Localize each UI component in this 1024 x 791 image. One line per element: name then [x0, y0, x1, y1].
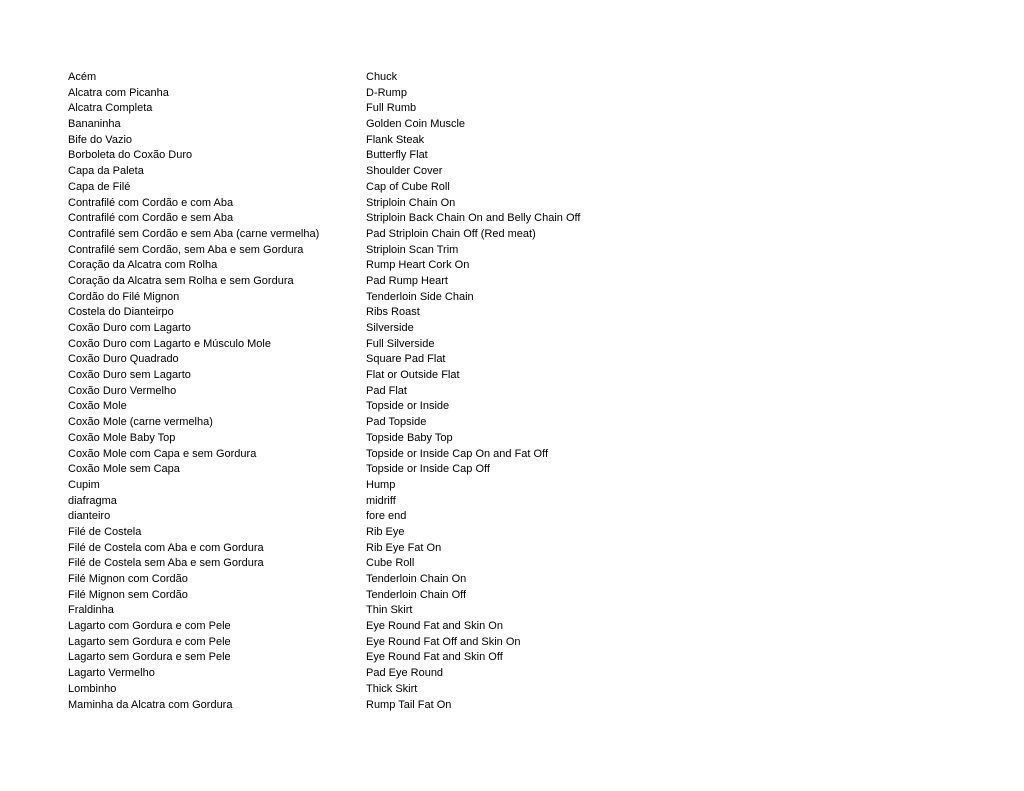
english-term: Chuck [366, 71, 398, 83]
portuguese-term: Coração da Alcatra com Rolha [68, 259, 218, 272]
portuguese-term: Contrafilé sem Cordão e sem Aba (carne vermelha) [68, 227, 320, 240]
english-term: Topside or Inside Cap Off [366, 463, 490, 476]
table-row [68, 525, 628, 541]
english-term: Full Silverside [366, 337, 435, 350]
portuguese-term: Coxão Duro sem Lagarto [68, 369, 191, 382]
table-row [68, 462, 628, 478]
english-term: Shoulder Cover [366, 165, 443, 178]
portuguese-term: Lagarto sem Gordura e com Pele [68, 635, 231, 648]
english-term: Golden Coin Muscle [366, 118, 466, 131]
portuguese-term: Contrafilé sem Cordão, sem Aba e sem Gordura [68, 243, 304, 256]
english-term: Pad Topside [366, 416, 427, 429]
table-row [68, 227, 628, 243]
portuguese-term: Coxão Mole (carne vermelha) [68, 416, 213, 429]
english-term: Striploin Scan Trim [366, 243, 459, 256]
english-term: Topside or Inside Cap On and Fat Off [366, 447, 549, 460]
table-row [68, 133, 628, 149]
glossary-table [68, 70, 628, 713]
portuguese-term: Coração da Alcatra sem Rolha e sem Gordura [68, 274, 294, 287]
english-term: Eye Round Fat and Skin Off [366, 651, 503, 664]
portuguese-term: dianteiro [68, 510, 111, 523]
portuguese-term: Contrafilé com Cordão e com Aba [68, 196, 234, 209]
english-term: Thin Skirt [366, 604, 413, 617]
english-term: Eye Round Fat and Skin On [366, 620, 503, 633]
english-term: D-Rump [366, 86, 407, 99]
portuguese-term: Lagarto com Gordura e com Pele [68, 620, 231, 633]
portuguese-term: Capa de Filé [68, 180, 131, 193]
portuguese-term: Borboleta do Coxão Duro [68, 149, 193, 162]
portuguese-term: diafragma [68, 494, 117, 507]
table-row [68, 509, 628, 525]
english-term: Tenderloin Chain Off [366, 588, 467, 601]
english-term: Tenderloin Chain On [366, 573, 467, 585]
english-term: Pad Rump Heart [366, 274, 448, 287]
table-row [68, 384, 628, 400]
table-row [68, 148, 628, 164]
table-row [68, 352, 628, 368]
table-row [68, 70, 628, 86]
english-term: Striploin Chain On [366, 196, 456, 209]
table-row [68, 619, 628, 635]
portuguese-term: Acém [68, 71, 97, 83]
table-row [68, 541, 628, 557]
english-term: Ribs Roast [366, 306, 420, 319]
portuguese-term: Lagarto Vermelho [68, 667, 155, 680]
portuguese-term: Coxão Mole sem Capa [68, 463, 180, 476]
table-row [68, 603, 628, 619]
table-row [68, 572, 628, 588]
english-term: Pad Eye Round [366, 667, 444, 680]
english-term: Rump Heart Cork On [366, 259, 470, 272]
portuguese-term: Alcatra com Picanha [68, 86, 169, 99]
english-term: midriff [366, 494, 396, 507]
portuguese-term: Coxão Mole Baby Top [68, 431, 176, 444]
portuguese-term: Filé Mignon sem Cordão [68, 588, 188, 601]
english-term: Tenderloin Side Chain [366, 290, 474, 303]
table-row [68, 180, 628, 196]
table-row [68, 164, 628, 180]
english-term: Square Pad Flat [366, 353, 446, 366]
portuguese-term: Filé de Costela com Aba e com Gordura [68, 541, 264, 554]
portuguese-term: Coxão Duro com Lagarto [68, 322, 191, 334]
table-row [68, 666, 628, 682]
table-row [68, 698, 628, 714]
portuguese-term: Lombinho [68, 682, 117, 695]
english-term: Thick Skirt [366, 682, 418, 695]
table-row [68, 196, 628, 212]
english-term: fore end [366, 510, 407, 523]
portuguese-term: Bife do Vazio [68, 133, 133, 146]
portuguese-term: Costela do Dianteirpo [68, 306, 174, 319]
english-term: Topside Baby Top [366, 431, 453, 444]
table-row [68, 337, 628, 353]
english-term: Flank Steak [366, 133, 425, 146]
portuguese-term: Capa da Paleta [68, 165, 144, 178]
english-term: Rump Tail Fat On [366, 698, 452, 711]
portuguese-term: Coxão Duro com Lagarto e Músculo Mole [68, 337, 271, 350]
portuguese-term: Maminha da Alcatra com Gordura [68, 698, 233, 711]
table-row [68, 290, 628, 306]
english-term: Cube Roll [366, 557, 415, 570]
portuguese-term: Coxão Mole com Capa e sem Gordura [68, 447, 257, 460]
table-row [68, 478, 628, 494]
table-row [68, 682, 628, 698]
table-row [68, 399, 628, 415]
table-row [68, 650, 628, 666]
english-term: Pad Flat [366, 384, 407, 397]
table-row [68, 447, 628, 463]
portuguese-term: Cupim [68, 478, 100, 491]
table-row [68, 117, 628, 133]
table-row [68, 368, 628, 384]
portuguese-term: Filé de Costela sem Aba e sem Gordura [68, 557, 264, 570]
table-row [68, 101, 628, 117]
english-term: Silverside [366, 322, 414, 334]
english-term: Hump [366, 478, 396, 491]
english-term: Flat or Outside Flat [366, 369, 460, 382]
portuguese-term: Contrafilé com Cordão e sem Aba [68, 212, 234, 225]
portuguese-term: Filé de Costela [68, 525, 142, 538]
portuguese-term: Coxão Duro Vermelho [68, 384, 177, 397]
english-term: Pad Striploin Chain Off (Red meat) [366, 227, 536, 240]
portuguese-term: Cordão do Filé Mignon [68, 290, 180, 303]
english-term: Cap of Cube Roll [366, 180, 450, 193]
table-row [68, 635, 628, 651]
portuguese-term: Coxão Mole [68, 400, 127, 413]
table-row [68, 243, 628, 259]
table-row [68, 274, 628, 290]
table-row [68, 556, 628, 572]
portuguese-term: Lagarto sem Gordura e sem Pele [68, 651, 231, 664]
english-term: Striploin Back Chain On and Belly Chain Off [366, 212, 581, 225]
english-term: Full Rumb [366, 102, 417, 115]
portuguese-term: Bananinha [68, 118, 121, 131]
table-row [68, 321, 628, 337]
table-row [68, 86, 628, 102]
english-term: Butterfly Flat [366, 149, 428, 162]
table-row [68, 305, 628, 321]
table-row [68, 588, 628, 604]
english-term: Topside or Inside [366, 400, 450, 413]
portuguese-term: Fraldinha [68, 604, 114, 617]
english-term: Eye Round Fat Off and Skin On [366, 635, 521, 648]
portuguese-term: Filé Mignon com Cordão [68, 573, 188, 585]
portuguese-term: Alcatra Completa [68, 102, 153, 115]
table-row [68, 211, 628, 227]
table-row [68, 494, 628, 510]
table-row [68, 258, 628, 274]
english-term: Rib Eye [366, 525, 405, 538]
english-term: Rib Eye Fat On [366, 541, 442, 554]
table-row [68, 415, 628, 431]
table-row [68, 431, 628, 447]
portuguese-term: Coxão Duro Quadrado [68, 353, 179, 366]
